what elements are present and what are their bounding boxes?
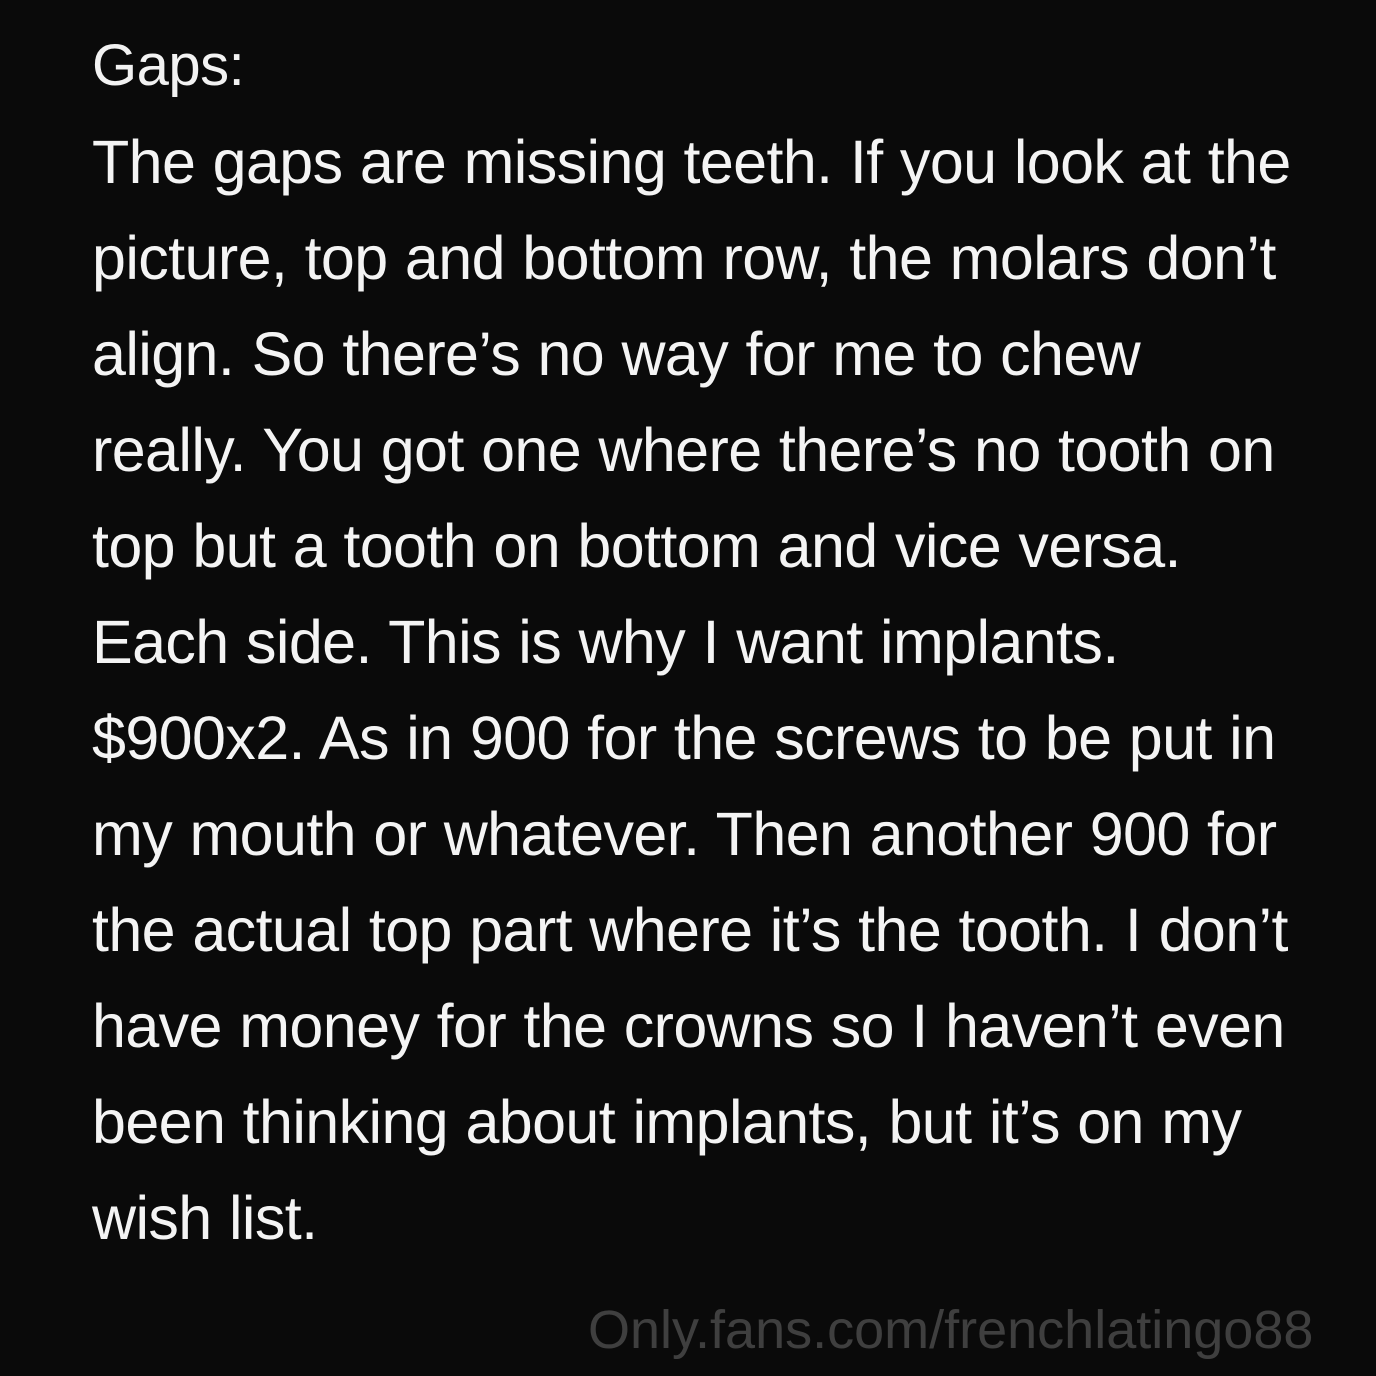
note-text-block bbox=[92, 18, 1302, 1266]
note-paragraph: The gaps are missing teeth. If you look at the picture, top and bottom row, the molars don’t align. So there’s no way for me to chew really. You got one where there’s no tooth on top but a tooth on bottom and vice versa. Each side. This is why I want implants. $900x2. As in 900 for the screws to be put in my mouth or whatever. Then another 900 for the actual top part where it’s the tooth. I don’t have money for the crowns so I haven’t even been thinking about implants, but it’s on my wish list. bbox=[92, 128, 1291, 1252]
note-heading: Gaps: bbox=[92, 33, 245, 98]
watermark-text: Only.fans.com/frenchlatingo88 bbox=[588, 1300, 1314, 1360]
